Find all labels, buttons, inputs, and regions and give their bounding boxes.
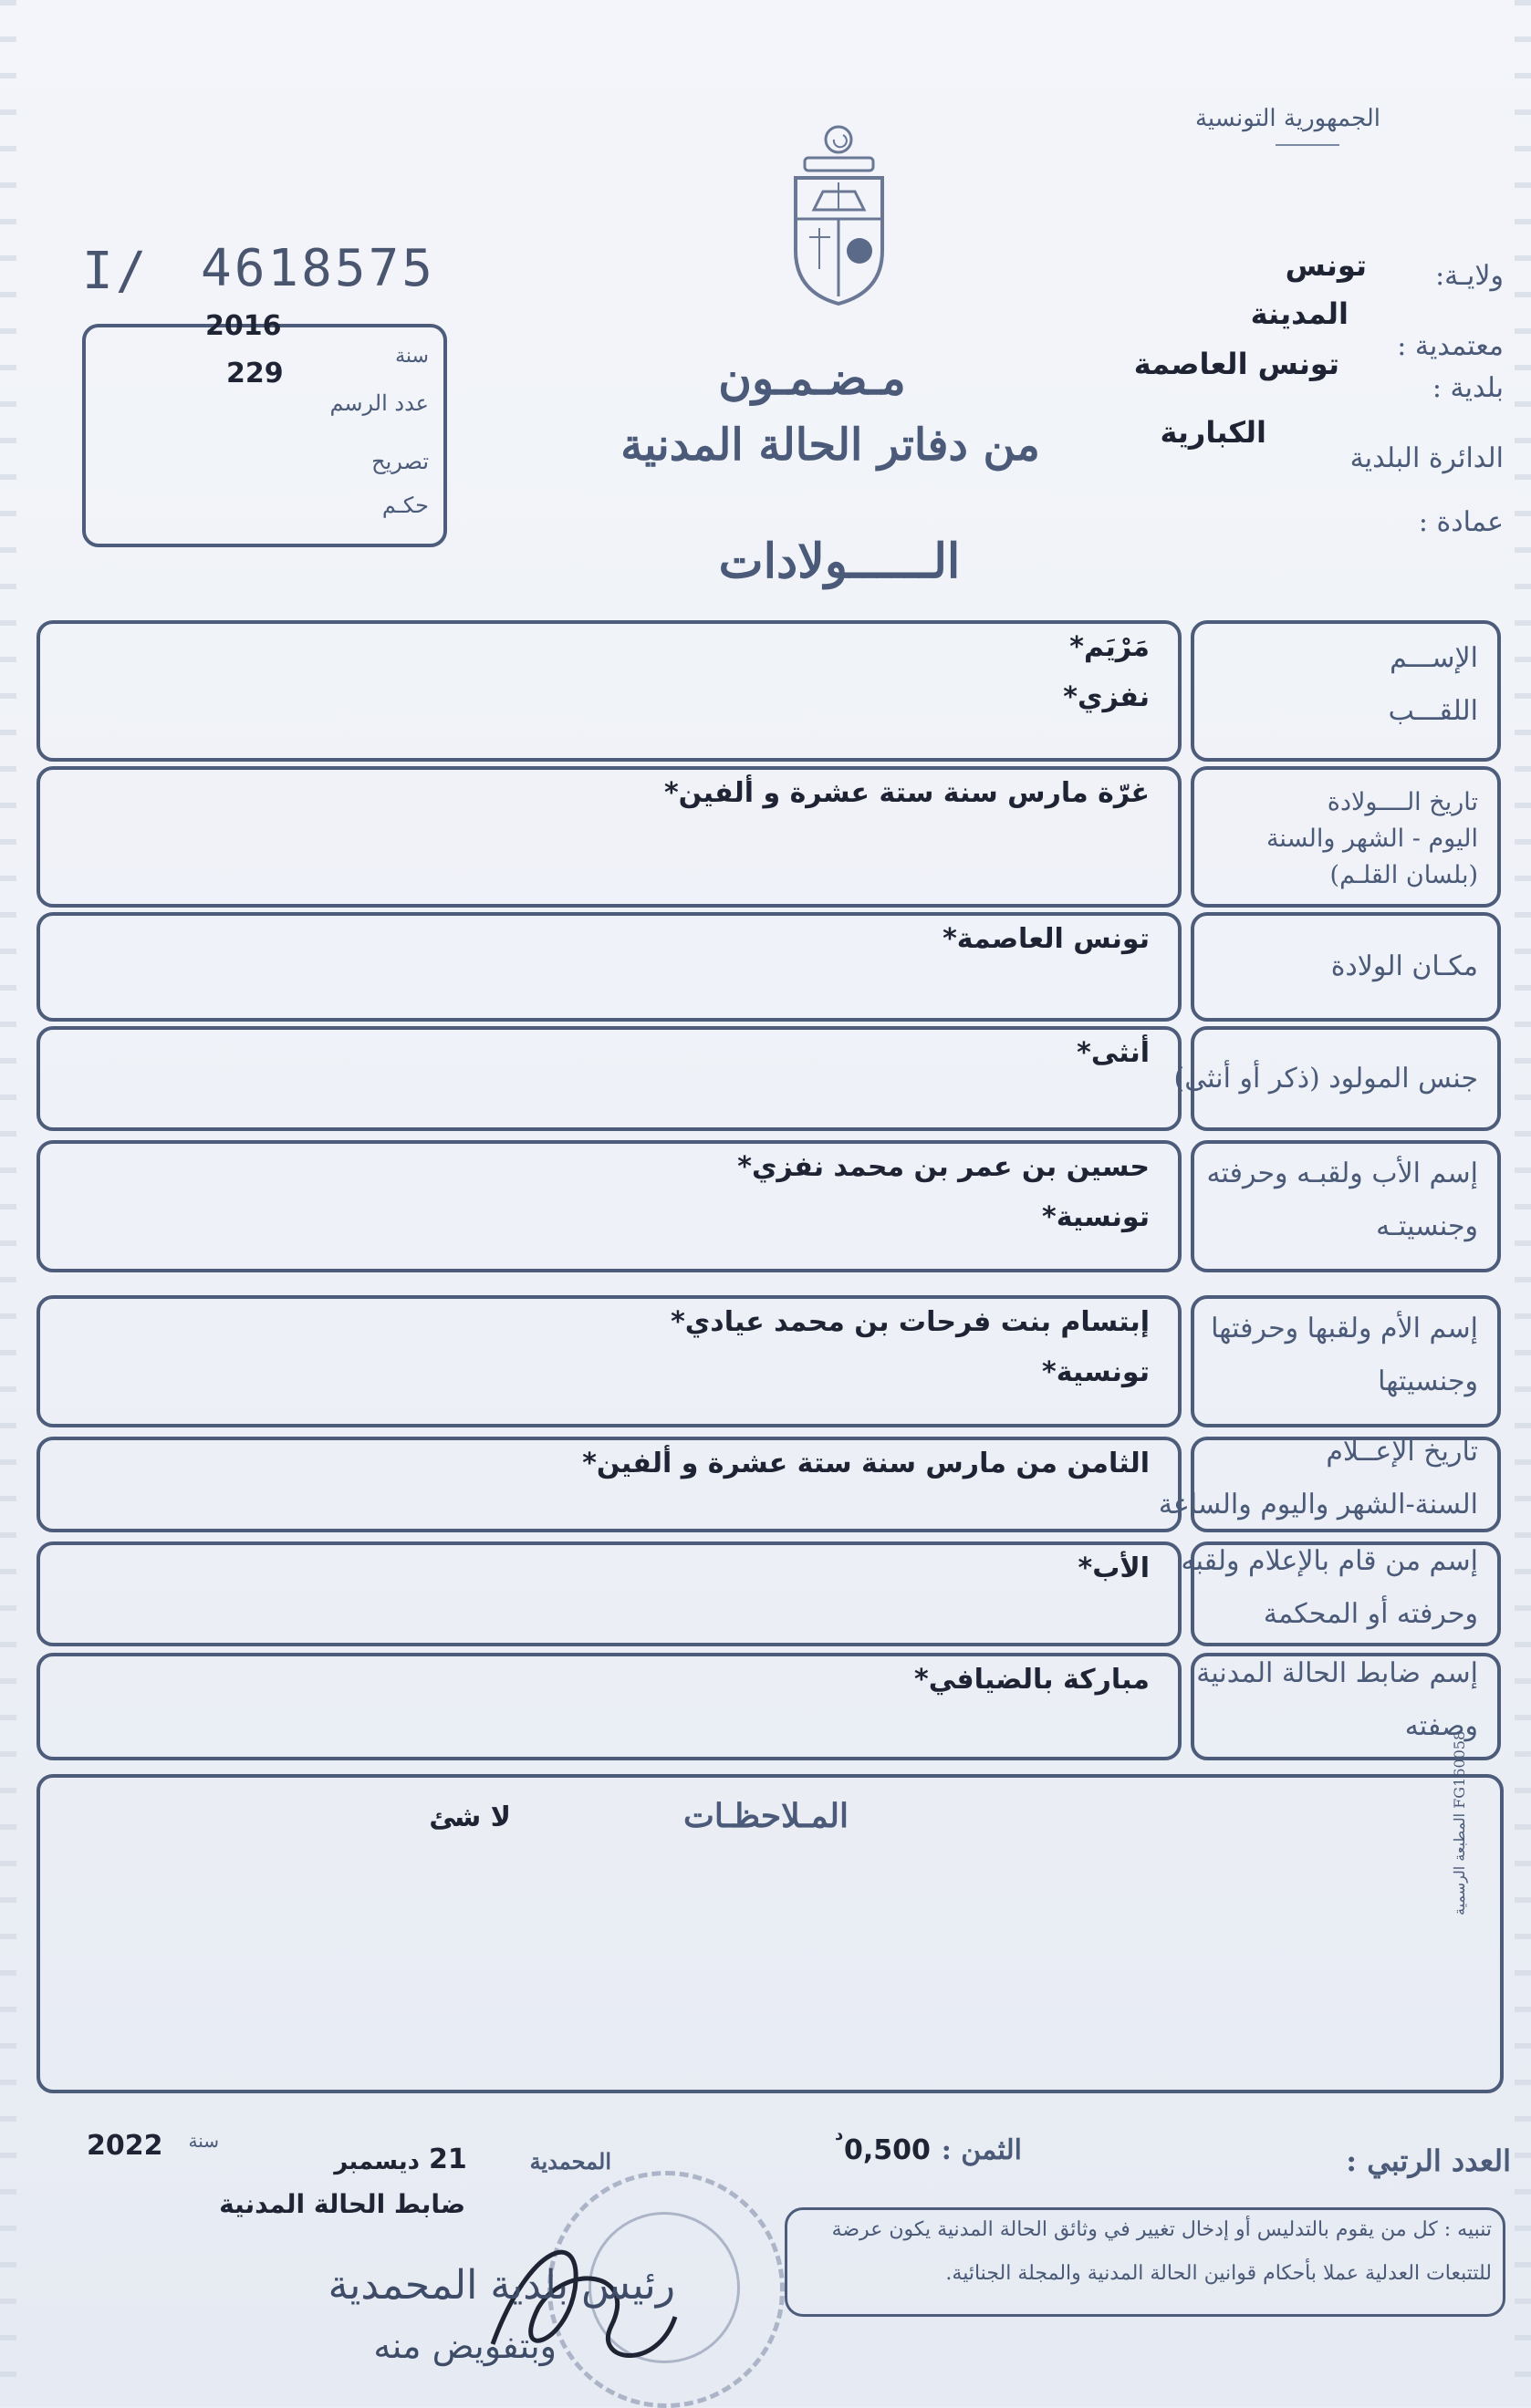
declaration-label: تصريح: [371, 449, 429, 474]
omda-label: عمادة :: [1418, 506, 1504, 538]
coat-of-arms-icon: [786, 123, 891, 306]
right-perforation: [1515, 0, 1531, 2407]
left-perforation: [0, 0, 16, 2407]
row-label: وحرفته أو المحكمة: [1263, 1597, 1478, 1630]
row-label: وصفته: [1404, 1710, 1478, 1742]
row-label: إسم من قام بالإعلام ولقبه: [1181, 1544, 1478, 1577]
row-label: الإســـم: [1390, 641, 1478, 674]
serial-number: 4618575: [201, 239, 436, 298]
row-value: إبتسام بنت فرحات بن محمد عيادي*: [671, 1306, 1150, 1338]
serial-prefix: I/: [82, 242, 150, 301]
price-unit: د: [835, 2125, 844, 2144]
row-label: إسم الأم ولقبها وحرفتها: [1211, 1312, 1478, 1344]
row-value: الأب*: [1078, 1552, 1150, 1584]
record-number-label: عدد الرسم: [329, 390, 429, 416]
row-value: أنثى*: [1077, 1037, 1150, 1069]
date-day: 21: [429, 2143, 467, 2175]
wilaya-value: تونس: [1285, 248, 1367, 283]
daira-value: الكبارية: [1160, 415, 1266, 450]
row-label: وجنسيتها: [1378, 1365, 1478, 1397]
warning-line-1: تنبيه : كل من يقوم بالتدليس أو إدخال تغيير في وثائق الحالة المدنية يكون عرضة: [831, 2218, 1492, 2241]
document-subtitle: من دفاتر الحالة المدنية: [620, 420, 1040, 471]
row-value: الثامن من مارس سنة ستة عشرة و ألفين*: [582, 1448, 1150, 1479]
row-label: (بلسان القلـم): [1329, 860, 1478, 889]
footer-year-label: سنة: [188, 2130, 219, 2152]
row-label: اللقـــب: [1388, 694, 1478, 727]
row-value: مباركة بالضيافي*: [914, 1664, 1150, 1696]
document-title: مـضـمـون: [718, 351, 906, 405]
notes-label: المـلاحظـات: [682, 1797, 849, 1835]
row-label: إسم الأب ولقبـه وحرفته: [1206, 1157, 1478, 1189]
record-year-label: سنة: [395, 345, 429, 368]
section-title: الــــــولادات: [718, 534, 961, 589]
daira-label: الدائرة البلدية: [1349, 442, 1504, 474]
mootamadia-label: معتمدية :: [1397, 330, 1504, 362]
row-value: حسين بن عمر بن محمد نفزي*: [737, 1151, 1150, 1183]
notes-value: لا شئ: [429, 1801, 511, 1833]
record-year-value: 2016: [205, 310, 282, 342]
republic-header: الجمهورية التونسية: [1194, 105, 1380, 132]
municipality-stamp: رئيس بلدية المحمدية: [328, 2262, 675, 2309]
row-label: جنس المولود (ذكر أو أنثى): [1173, 1062, 1478, 1095]
header-underline: [1276, 144, 1339, 146]
row-label: تاريخ الإعــلام: [1326, 1435, 1478, 1468]
row-value: غرّة مارس سنة ستة عشرة و ألفين*: [663, 777, 1150, 809]
baladia-label: بلدية :: [1432, 372, 1504, 404]
row-value: نفزي*: [1063, 681, 1150, 713]
baladia-value: تونس العاصمة: [1133, 347, 1339, 381]
row-value: تونس العاصمة*: [943, 923, 1150, 955]
mootamadia-value: المدينة: [1250, 296, 1349, 331]
footer-year-value: 2022: [87, 2130, 163, 2162]
row-label: اليوم - الشهر والسنة: [1265, 824, 1478, 853]
judgment-label: حكـم: [381, 493, 429, 518]
printer-code: المطبعة الرسمية FG160058: [1451, 1730, 1468, 1915]
row-label: مكـان الولادة: [1330, 950, 1478, 982]
record-number-value: 229: [226, 358, 284, 389]
wilaya-label: ولايـة:: [1435, 260, 1504, 292]
place-label: المحمدية: [529, 2148, 611, 2174]
delegation-stamp: وبتفويض منه: [373, 2326, 557, 2366]
row-label: تاريخ الــــولادة: [1327, 787, 1478, 816]
row-label: السنة-الشهر واليوم والساعة: [1158, 1488, 1478, 1521]
date-month: ديسمبر: [334, 2148, 420, 2175]
officer-title: ضابط الحالة المدنية: [219, 2189, 465, 2219]
row-value: تونسية*: [1042, 1201, 1150, 1233]
row-label: إسم ضابط الحالة المدنية: [1196, 1657, 1478, 1689]
price-label: الثمن :: [941, 2134, 1022, 2166]
price-value: 0,500: [844, 2134, 931, 2166]
row-value: مَرْيَم*: [1069, 631, 1150, 663]
row-label: وجنسيتـه: [1376, 1209, 1478, 1242]
warning-line-2: للتتبعات العدلية عملا بأحكام قوانين الحالة المدنية والمجلة الجنائية.: [945, 2262, 1492, 2285]
row-value: تونسية*: [1042, 1356, 1150, 1388]
ordinal-label: العدد الرتبي :: [1346, 2143, 1511, 2178]
